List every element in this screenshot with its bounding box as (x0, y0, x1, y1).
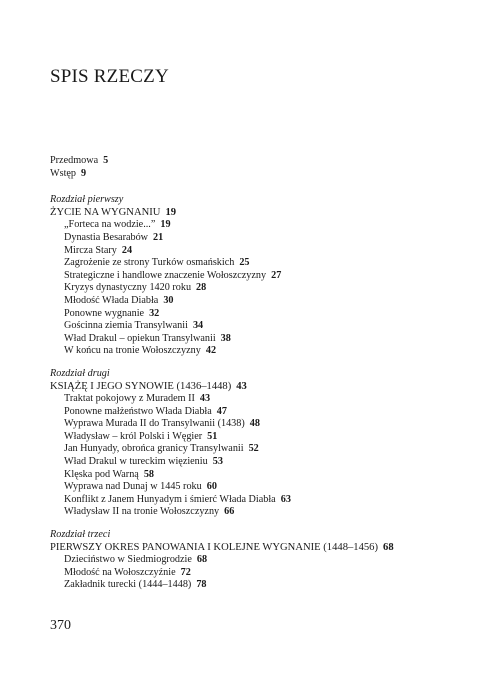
toc-entry-label: Dzieciństwo w Siedmiogrodzie (64, 554, 192, 566)
toc-entry-page: 42 (205, 345, 217, 357)
toc-entry-page: 68 (196, 554, 208, 566)
toc-entry (50, 494, 450, 507)
toc-entry (50, 506, 450, 519)
toc-entry-page: 51 (207, 430, 218, 442)
toc-entry-label: Zakładnik turecki (1444–1448) (64, 579, 192, 591)
toc-entry (50, 232, 450, 245)
toc-entry (50, 469, 450, 482)
toc-entry-label: Konflikt z Janem Hunyadym i śmierć Włada Diabła (64, 493, 276, 505)
toc-entry-label: Wład Drakul w tureckim więzieniu (64, 456, 208, 468)
toc-entry-page: 5 (103, 155, 109, 166)
toc-entry (50, 431, 450, 444)
toc-entry-page: 58 (143, 468, 154, 480)
toc-entry-front (50, 168, 450, 181)
toc-entry-page: 52 (248, 443, 259, 455)
toc-entry (50, 554, 450, 567)
toc-entry-label: Wstęp (50, 167, 77, 179)
toc-entry (50, 345, 450, 358)
toc-parts (50, 194, 450, 592)
page-title: SPIS RZECZY (50, 66, 169, 87)
toc-entry-label: Wład Drakul – opiekun Transylwanii (64, 332, 216, 344)
toc-entry (50, 219, 450, 232)
toc-entry-page: 47 (216, 405, 227, 417)
toc-part-label: Rozdział drugi (50, 367, 110, 379)
toc-chapter (50, 381, 450, 394)
toc-entry-page: 72 (180, 566, 191, 578)
toc-entry (50, 456, 450, 469)
toc-entry-front (50, 155, 450, 168)
toc-entry-page: 21 (153, 231, 164, 243)
toc-entry-label: Traktat pokojowy z Muradem II (64, 393, 195, 405)
toc-entry-label: Władysław II na tronie Wołoszczyzny (64, 506, 220, 518)
toc-entry (50, 579, 450, 592)
toc-part-label: Rozdział pierwszy (50, 194, 124, 206)
toc-chapter-page: 19 (165, 206, 177, 218)
toc-entry-page: 63 (280, 493, 291, 505)
toc-entry-page: 25 (239, 257, 250, 269)
toc-entry-label: Gościnna ziemia Transylwanii (64, 320, 188, 332)
toc-entry-label: Mircza Stary (64, 244, 117, 256)
toc-entry-page: 78 (196, 579, 207, 591)
toc-entry-label: Jan Hunyady, obrońca granicy Transylwanii (64, 443, 244, 455)
toc-entry (50, 308, 450, 321)
toc-chapter-page: 68 (383, 541, 394, 553)
toc-entry (50, 406, 450, 419)
toc-entry (50, 481, 450, 494)
toc-entry-label: Przedmowa (50, 155, 99, 166)
toc-entry-label: Strategiczne i handlowe znaczenie Wołoszczyzny (64, 269, 267, 281)
toc-entry-page: 43 (199, 393, 211, 405)
toc-entry-page: 9 (81, 167, 87, 179)
toc-entry-label: Ponowne wygnanie (64, 307, 145, 319)
toc-chapter (50, 207, 450, 220)
toc-entry-label: W końcu na tronie Wołoszczyzny (64, 345, 201, 357)
toc-entry-page: 30 (163, 294, 174, 306)
toc-chapter-label: PIERWSZY OKRES PANOWANIA I KOLEJNE WYGNANIE (1448–1456) (50, 541, 379, 553)
toc-entry (50, 270, 450, 283)
toc-entry-page: 38 (220, 332, 231, 344)
toc-entry-page: 66 (224, 506, 235, 518)
toc-part-label: Rozdział trzeci (50, 529, 111, 541)
toc-entry-page: 19 (160, 219, 171, 231)
toc-entry-label: Władysław – król Polski i Węgier (64, 430, 203, 442)
table-of-contents (50, 155, 450, 592)
toc-entry (50, 418, 450, 431)
toc-chapter-page: 43 (236, 380, 247, 392)
toc-entry (50, 245, 450, 258)
toc-chapter-label: ŻYCIE NA WYGNANIU (50, 206, 161, 218)
toc-entry (50, 567, 450, 580)
toc-entry-page: 24 (121, 244, 133, 256)
toc-entry (50, 257, 450, 270)
toc-entry-label: Kryzys dynastyczny 1420 roku (64, 282, 192, 294)
toc-entry (50, 282, 450, 295)
page-number: 370 (50, 618, 71, 633)
toc-entry (50, 393, 450, 406)
toc-entry-label: Ponowne małżeństwo Włada Diabła (64, 405, 212, 417)
toc-entry (50, 443, 450, 456)
toc-entry-label: Dynastia Besarabów (64, 231, 149, 243)
toc-entry-label: Klęska pod Warną (64, 468, 139, 480)
toc-entry-page: 53 (212, 456, 223, 468)
toc-chapter (50, 542, 450, 555)
toc-entry-page: 27 (271, 269, 282, 281)
toc-entry (50, 333, 450, 346)
toc-entry-page: 32 (149, 307, 160, 319)
toc-entry-page: 48 (249, 418, 260, 430)
toc-entry-label: Młodość Włada Diabła (64, 294, 159, 306)
toc-entry-label: Wyprawa nad Dunaj w 1445 roku (64, 481, 202, 493)
toc-entry-label: Wyprawa Murada II do Transylwanii (1438) (64, 418, 245, 430)
toc-entry-label: „Forteca na wodzie...” (64, 219, 156, 231)
toc-entry-page: 28 (196, 282, 207, 294)
toc-entry-label: Zagrożenie ze strony Turków osmańskich (64, 257, 235, 269)
toc-entry (50, 295, 450, 308)
toc-entry-page: 60 (206, 481, 217, 493)
toc-chapter-label: KSIĄŻĘ I JEGO SYNOWIE (1436–1448) (50, 380, 232, 392)
toc-entry (50, 320, 450, 333)
toc-entry-label: Młodość na Wołoszczyźnie (64, 566, 176, 578)
toc-entry-page: 34 (192, 320, 204, 332)
